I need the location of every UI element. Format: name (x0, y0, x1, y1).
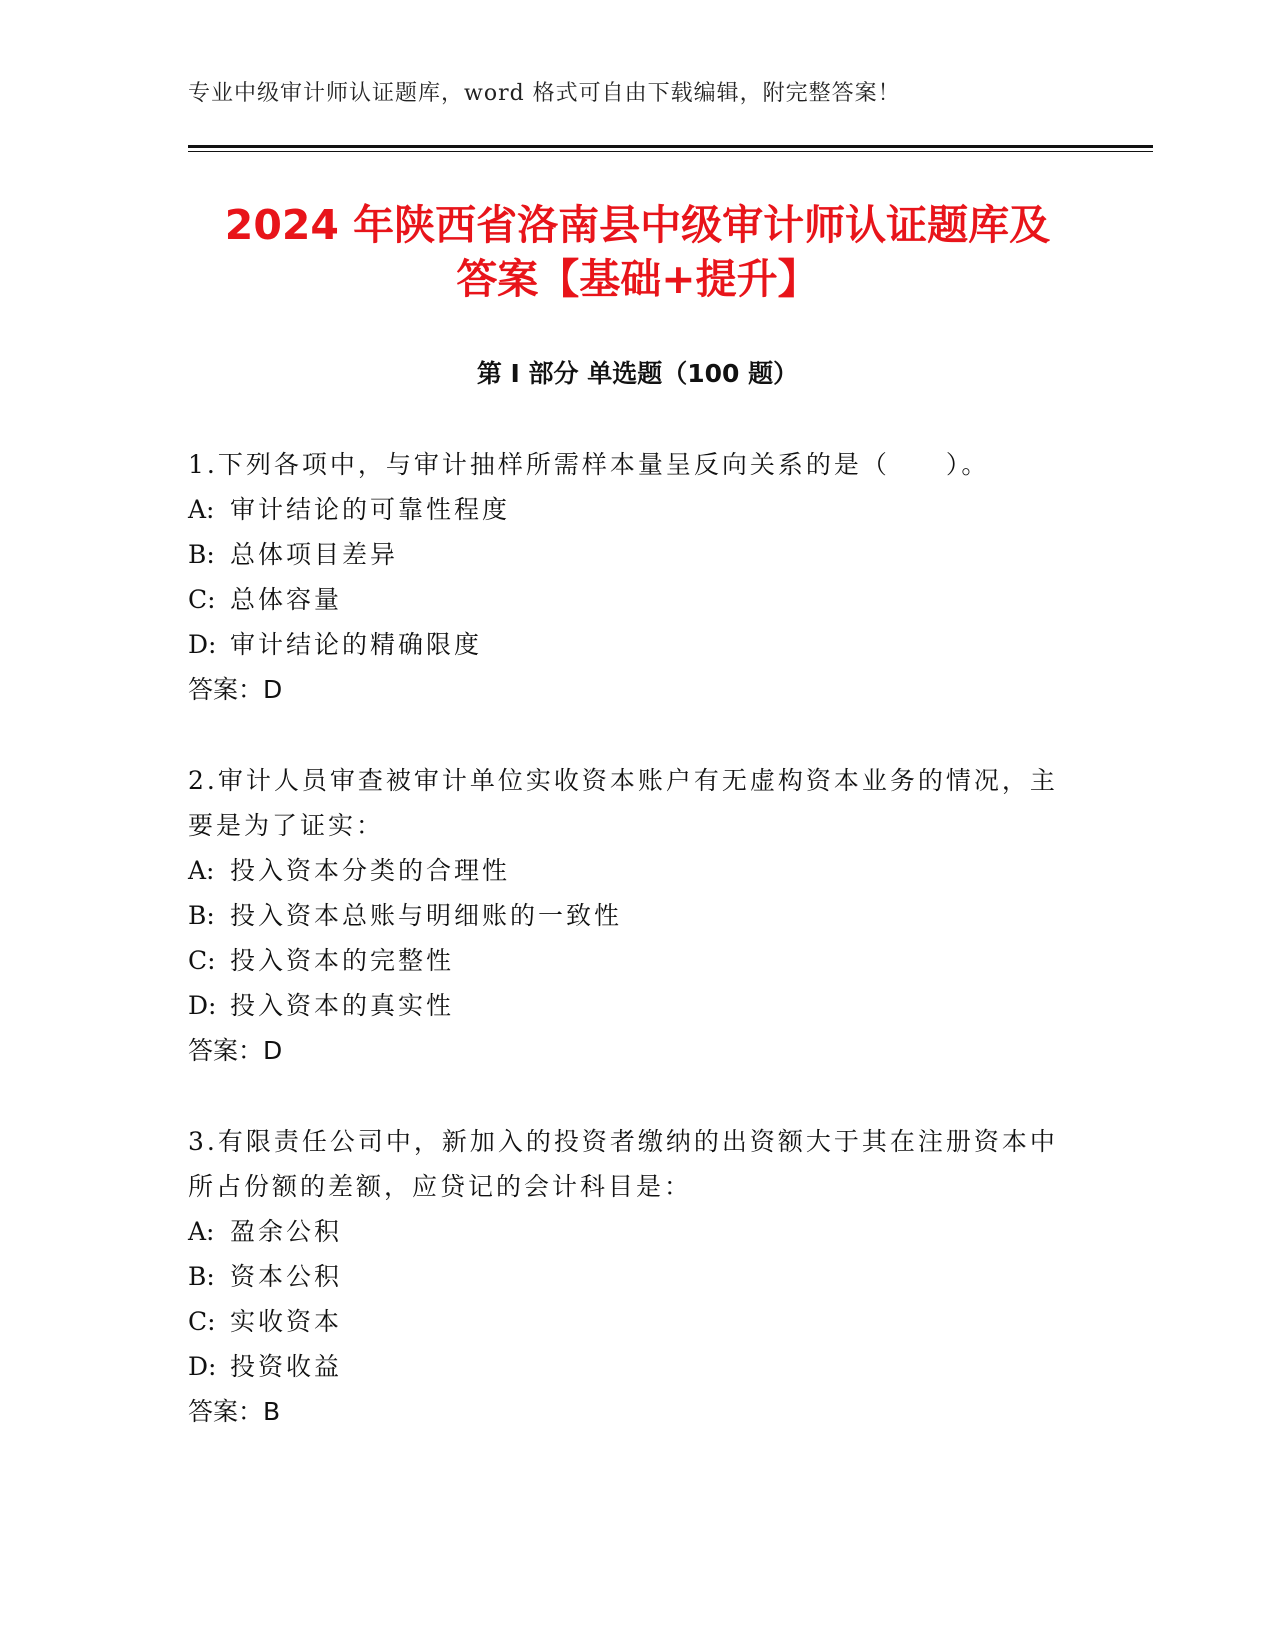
answer: 答案：B (188, 1397, 281, 1426)
option-a (188, 487, 1068, 532)
question-text: 3.有限责任公司中，新加入的投资者缴纳的出资额大于其在注册资本中所占份额的差额，应贷记的会计科目是： (188, 1127, 1058, 1201)
question-text: 2.审计人员审查被审计单位实收资本账户有无虚构资本业务的情况，主要是为了证实： (188, 766, 1058, 840)
question-3 (188, 1119, 1068, 1434)
option-text: 投资收益 (230, 1352, 343, 1381)
option-text: 实收资本 (230, 1307, 343, 1336)
option-a (188, 1209, 1068, 1254)
option-text: 审计结论的精确限度 (230, 630, 483, 659)
option-text: 投入资本的完整性 (230, 946, 455, 975)
option-letter: C: (188, 946, 216, 975)
option-letter: D: (188, 1352, 217, 1381)
option-letter: B: (188, 1262, 215, 1291)
option-text: 投入资本的真实性 (230, 991, 455, 1020)
answer: 答案：D (188, 675, 283, 704)
question-2 (188, 758, 1068, 1073)
option-b (188, 532, 1068, 577)
option-c (188, 577, 1068, 622)
title-line-2: 答案【基础+提升】 (456, 255, 819, 303)
option-b (188, 893, 1068, 938)
option-text: 投入资本总账与明细账的一致性 (230, 901, 623, 930)
section-title: 第 I 部分 单选题（100 题） (476, 359, 799, 388)
question-list (188, 442, 1068, 1480)
option-letter: D: (188, 630, 217, 659)
option-letter: B: (188, 901, 215, 930)
option-letter: A: (188, 856, 215, 885)
option-letter: D: (188, 991, 217, 1020)
document-title (150, 198, 1125, 306)
question-text: 1.下列各项中，与审计抽样所需样本量呈反向关系的是（ ）。 (188, 450, 990, 479)
option-letter: A: (188, 495, 215, 524)
option-letter: B: (188, 540, 215, 569)
title-line-1: 2024 年陕西省洛南县中级审计师认证题库及 (224, 201, 1051, 249)
option-letter: C: (188, 585, 216, 614)
option-text: 资本公积 (230, 1262, 343, 1291)
option-text: 审计结论的可靠性程度 (230, 495, 511, 524)
option-letter: A: (188, 1217, 215, 1246)
header-rule-thick (188, 145, 1153, 148)
header-note: 专业中级审计师认证题库，word 格式可自由下载编辑，附完整答案！ (188, 81, 901, 106)
option-c (188, 1299, 1068, 1344)
option-letter: C: (188, 1307, 216, 1336)
question-1 (188, 442, 1068, 712)
option-text: 总体容量 (230, 585, 343, 614)
option-d (188, 622, 1068, 667)
option-d (188, 1344, 1068, 1389)
option-d (188, 983, 1068, 1028)
option-a (188, 848, 1068, 893)
option-text: 总体项目差异 (230, 540, 399, 569)
option-b (188, 1254, 1068, 1299)
option-c (188, 938, 1068, 983)
answer: 答案：D (188, 1036, 283, 1065)
option-text: 投入资本分类的合理性 (230, 856, 511, 885)
option-text: 盈余公积 (230, 1217, 343, 1246)
header-rule-thin (188, 151, 1153, 152)
